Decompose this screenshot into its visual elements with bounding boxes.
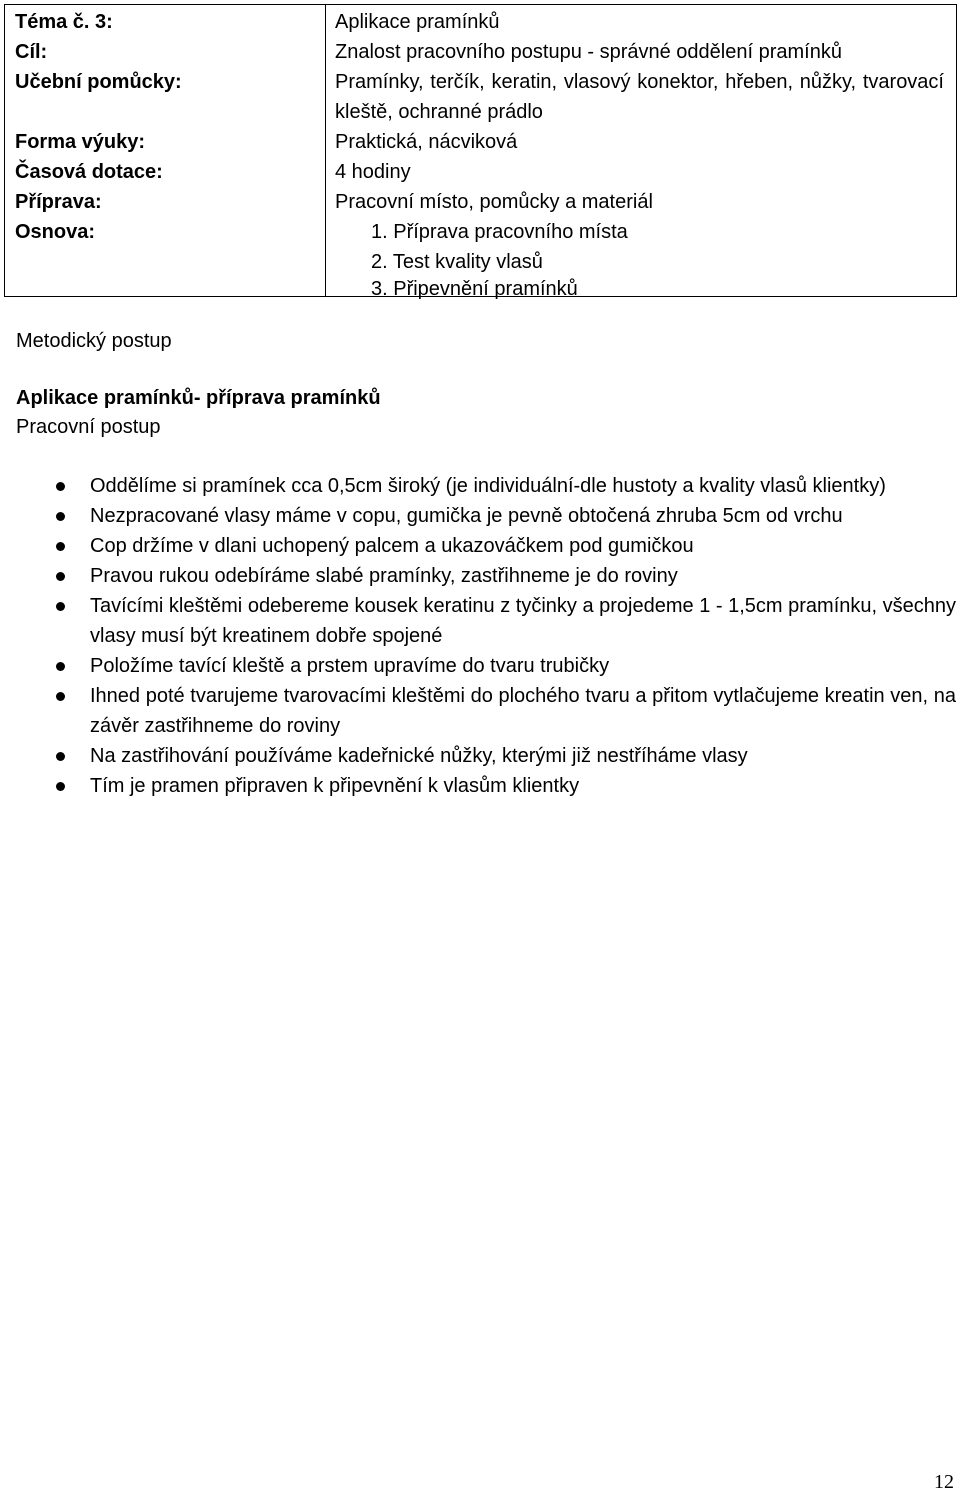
bullet-icon xyxy=(56,512,65,521)
bullet-icon xyxy=(56,782,65,791)
list-item: Položíme tavící kleště a prstem upravíme do tvaru trubičky xyxy=(90,651,956,681)
form-value: Praktická, nácviková xyxy=(335,131,518,153)
topic-label: Téma č. 3: xyxy=(15,11,113,33)
aids-value: Pramínky, terčík, keratin, vlasový konektor, hřeben, nůžky, tvarovací kleště, ochranné prádlo xyxy=(335,71,944,123)
bullet-icon xyxy=(56,542,65,551)
goal-label: Cíl: xyxy=(15,41,48,63)
bullet-icon xyxy=(56,692,65,701)
method-subheading: Aplikace pramínků- příprava pramínků xyxy=(16,387,381,409)
list-item: Na zastřihování používáme kadeřnické nůžky, kterými již nestříháme vlasy xyxy=(90,741,956,771)
list-item: Cop držíme v dlani uchopený palcem a ukazováčkem pod gumičkou xyxy=(90,531,956,561)
time-label: Časová dotace: xyxy=(15,161,163,183)
prep-label: Příprava: xyxy=(15,191,102,213)
work-procedure-label: Pracovní postup xyxy=(16,416,161,438)
outline-label: Osnova: xyxy=(15,221,96,243)
table-column-divider xyxy=(325,5,326,296)
bullet-icon xyxy=(56,752,65,761)
method-heading: Metodický postup xyxy=(16,330,172,352)
list-item: Pravou rukou odebíráme slabé pramínky, zastřihneme je do roviny xyxy=(90,561,956,591)
aids-label: Učební pomůcky: xyxy=(15,71,182,93)
outline-item: 2. Test kvality vlasů xyxy=(371,251,543,273)
page-number: 12 xyxy=(934,1471,954,1493)
list-item: Ihned poté tvarujeme tvarovacími kleštěmi do plochého tvaru a přitom vytlačujeme kreatin ven, na závěr zastřihneme do roviny xyxy=(90,681,956,741)
list-item: Tavícími kleštěmi odebereme kousek keratinu z tyčinky a projedeme 1 - 1,5cm pramínku, všechny vlasy musí být kreatinem dobře spojené xyxy=(90,591,956,651)
bullet-icon xyxy=(56,482,65,491)
bullet-icon xyxy=(56,572,65,581)
time-value: 4 hodiny xyxy=(335,161,411,183)
prep-value: Pracovní místo, pomůcky a materiál xyxy=(335,191,653,213)
goal-value: Znalost pracovního postupu - správné oddělení pramínků xyxy=(335,41,842,63)
form-label: Forma výuky: xyxy=(15,131,146,153)
bullet-icon xyxy=(56,602,65,611)
bullet-icon xyxy=(56,662,65,671)
procedure-steps-list xyxy=(0,471,960,801)
topic-value: Aplikace pramínků xyxy=(335,11,500,33)
outline-item: 1. Příprava pracovního místa xyxy=(371,221,628,243)
list-item: Oddělíme si pramínek cca 0,5cm široký (je individuální-dle hustoty a kvality vlasů klientky) xyxy=(90,471,956,501)
list-item: Tím je pramen připraven k připevnění k vlasům klientky xyxy=(90,771,956,801)
list-item: Nezpracované vlasy máme v copu, gumička je pevně obtočená zhruba 5cm od vrchu xyxy=(90,501,956,531)
outline-item: 3. Připevnění pramínků xyxy=(371,278,578,300)
lesson-info-table xyxy=(4,4,957,300)
